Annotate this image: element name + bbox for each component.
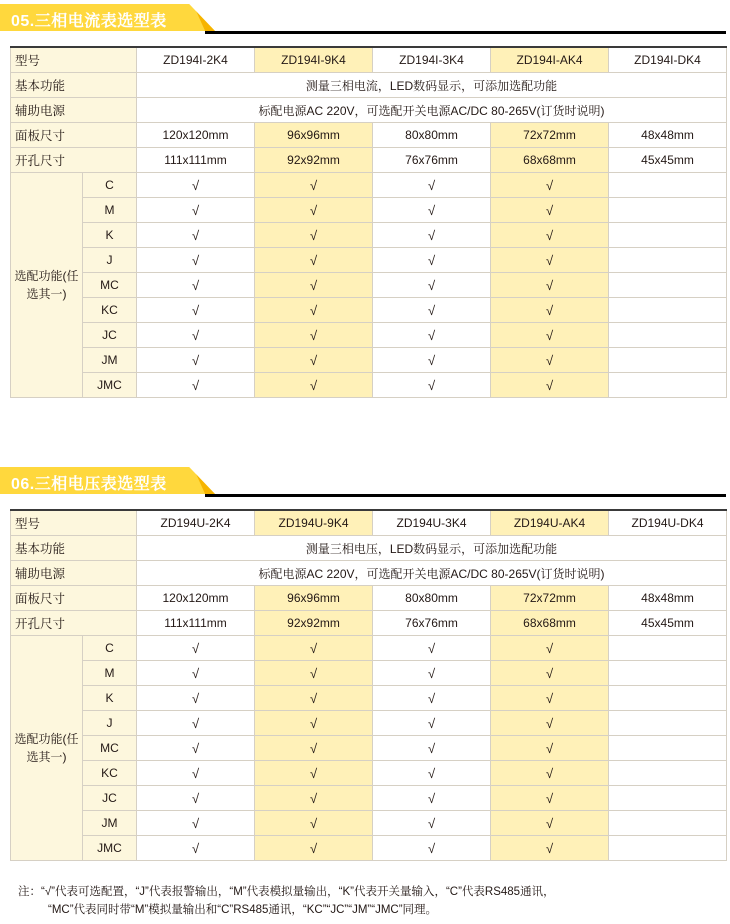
footnote-line-1: 注：“√”代表可选配置，“J”代表报警输出，“M”代表模拟量输出，“K”代表开关量输入，“C”代表RS485通讯，	[18, 886, 555, 898]
option-check-cell	[491, 298, 609, 323]
option-check-cell	[373, 248, 491, 273]
option-check-cell	[491, 636, 609, 661]
option-check-cell	[373, 198, 491, 223]
cutout-size-cell: 45x45mm	[609, 611, 727, 636]
check-mark-icon: √	[191, 815, 200, 831]
panel-size-cell: 120x120mm	[137, 123, 255, 148]
option-check-cell	[491, 736, 609, 761]
row-label-panel: 面板尺寸	[11, 123, 137, 148]
section-title: 06.三相电压表选型表	[11, 476, 167, 493]
footnote-line-2: “MC”代表同时带“M”模拟量输出和“C”RS485通讯，“KC”“JC”“JM”“JMC”同理。	[48, 904, 438, 916]
option-check-cell	[491, 248, 609, 273]
option-code: C	[83, 173, 137, 198]
option-check-cell	[137, 173, 255, 198]
option-check-cell	[255, 323, 373, 348]
check-mark-icon: √	[427, 790, 436, 806]
model-cell: ZD194I-2K4	[137, 47, 255, 73]
check-mark-icon: √	[191, 227, 200, 243]
option-check-cell	[609, 248, 727, 273]
option-code: M	[83, 661, 137, 686]
option-check-cell	[137, 836, 255, 861]
panel-size-cell: 80x80mm	[373, 123, 491, 148]
check-mark-icon: √	[427, 815, 436, 831]
option-check-cell	[373, 811, 491, 836]
row-label-options: 选配功能(任选其一)	[11, 636, 83, 861]
check-mark-icon: √	[191, 715, 200, 731]
option-check-cell	[137, 298, 255, 323]
option-check-cell	[137, 736, 255, 761]
row-label-panel: 面板尺寸	[11, 586, 137, 611]
check-mark-icon: √	[427, 690, 436, 706]
option-check-cell	[373, 173, 491, 198]
cutout-size-cell: 68x68mm	[491, 148, 609, 173]
option-code: JM	[83, 348, 137, 373]
row-cutout-size	[11, 148, 727, 173]
option-check-cell	[609, 298, 727, 323]
check-mark-icon: √	[191, 202, 200, 218]
check-mark-icon: √	[191, 740, 200, 756]
option-check-cell	[609, 348, 727, 373]
row-panel-size	[11, 586, 727, 611]
option-check-cell	[491, 786, 609, 811]
section-current-meter	[0, 0, 730, 393]
option-check-cell	[255, 736, 373, 761]
option-check-cell	[137, 686, 255, 711]
basic-function-cell: 测量三相电压，LED数码显示，可添加选配功能	[137, 536, 727, 561]
check-mark-icon: √	[427, 640, 436, 656]
row-label-power: 辅助电源	[11, 98, 137, 123]
option-check-cell	[609, 736, 727, 761]
option-code: K	[83, 686, 137, 711]
cutout-size-cell: 45x45mm	[609, 148, 727, 173]
option-check-cell	[373, 636, 491, 661]
check-mark-icon: √	[191, 690, 200, 706]
model-cell: ZD194U-AK4	[491, 510, 609, 536]
check-mark-icon: √	[545, 327, 554, 343]
option-check-cell	[373, 298, 491, 323]
check-mark-icon: √	[309, 790, 318, 806]
check-mark-icon: √	[191, 665, 200, 681]
option-check-cell	[609, 661, 727, 686]
row-option	[11, 786, 727, 811]
section-header	[0, 0, 730, 38]
check-mark-icon: √	[309, 202, 318, 218]
row-basic-function	[11, 73, 727, 98]
check-mark-icon: √	[309, 377, 318, 393]
option-code: JC	[83, 323, 137, 348]
check-mark-icon: √	[191, 765, 200, 781]
option-check-cell	[373, 223, 491, 248]
check-mark-icon: √	[545, 740, 554, 756]
row-label-model: 型号	[11, 510, 137, 536]
check-mark-icon: √	[191, 277, 200, 293]
check-mark-icon: √	[545, 227, 554, 243]
option-check-cell	[609, 811, 727, 836]
check-mark-icon: √	[427, 665, 436, 681]
check-mark-icon: √	[309, 302, 318, 318]
row-panel-size	[11, 123, 727, 148]
model-cell: ZD194I-DK4	[609, 47, 727, 73]
selection-table	[10, 509, 727, 861]
option-check-cell	[609, 711, 727, 736]
option-code: MC	[83, 273, 137, 298]
check-mark-icon: √	[427, 715, 436, 731]
option-check-cell	[609, 761, 727, 786]
row-label-cutout: 开孔尺寸	[11, 148, 137, 173]
check-mark-icon: √	[545, 277, 554, 293]
check-mark-icon: √	[191, 177, 200, 193]
selection-table	[10, 46, 727, 398]
check-mark-icon: √	[427, 177, 436, 193]
option-check-cell	[373, 273, 491, 298]
check-mark-icon: √	[545, 177, 554, 193]
option-code: K	[83, 223, 137, 248]
option-check-cell	[255, 761, 373, 786]
check-mark-icon: √	[545, 765, 554, 781]
option-check-cell	[491, 173, 609, 198]
option-check-cell	[137, 223, 255, 248]
option-check-cell	[491, 836, 609, 861]
option-check-cell	[255, 298, 373, 323]
panel-size-cell: 48x48mm	[609, 586, 727, 611]
cutout-size-cell: 111x111mm	[137, 611, 255, 636]
check-mark-icon: √	[427, 252, 436, 268]
option-check-cell	[255, 836, 373, 861]
option-check-cell	[373, 348, 491, 373]
model-cell: ZD194I-3K4	[373, 47, 491, 73]
check-mark-icon: √	[309, 227, 318, 243]
option-check-cell	[255, 811, 373, 836]
panel-size-cell: 72x72mm	[491, 586, 609, 611]
option-check-cell	[255, 373, 373, 398]
section-header	[0, 463, 730, 501]
option-check-cell	[255, 686, 373, 711]
check-mark-icon: √	[427, 740, 436, 756]
option-check-cell	[609, 273, 727, 298]
check-mark-icon: √	[309, 327, 318, 343]
row-option	[11, 711, 727, 736]
cutout-size-cell: 111x111mm	[137, 148, 255, 173]
footnote	[18, 883, 723, 919]
model-cell: ZD194U-3K4	[373, 510, 491, 536]
option-check-cell	[137, 323, 255, 348]
option-check-cell	[373, 661, 491, 686]
check-mark-icon: √	[309, 252, 318, 268]
check-mark-icon: √	[545, 715, 554, 731]
row-label-cutout: 开孔尺寸	[11, 611, 137, 636]
option-check-cell	[609, 786, 727, 811]
option-check-cell	[491, 348, 609, 373]
row-option	[11, 323, 727, 348]
row-label-basic: 基本功能	[11, 536, 137, 561]
model-cell: ZD194I-AK4	[491, 47, 609, 73]
option-check-cell	[137, 761, 255, 786]
option-check-cell	[373, 323, 491, 348]
model-cell: ZD194U-2K4	[137, 510, 255, 536]
row-label-model: 型号	[11, 47, 137, 73]
row-option	[11, 173, 727, 198]
row-option	[11, 348, 727, 373]
check-mark-icon: √	[545, 790, 554, 806]
option-check-cell	[491, 323, 609, 348]
option-check-cell	[373, 836, 491, 861]
check-mark-icon: √	[309, 277, 318, 293]
panel-size-cell: 80x80mm	[373, 586, 491, 611]
option-code: JC	[83, 786, 137, 811]
check-mark-icon: √	[427, 377, 436, 393]
option-check-cell	[373, 761, 491, 786]
check-mark-icon: √	[545, 202, 554, 218]
option-check-cell	[137, 661, 255, 686]
row-aux-power	[11, 98, 727, 123]
header-divider	[205, 31, 726, 34]
row-option	[11, 661, 727, 686]
option-check-cell	[609, 173, 727, 198]
aux-power-cell: 标配电源AC 220V，可选配开关电源AC/DC 80-265V(订货时说明)	[137, 98, 727, 123]
cutout-size-cell: 92x92mm	[255, 611, 373, 636]
option-check-cell	[137, 198, 255, 223]
option-check-cell	[137, 373, 255, 398]
check-mark-icon: √	[309, 177, 318, 193]
check-mark-icon: √	[191, 640, 200, 656]
check-mark-icon: √	[191, 790, 200, 806]
option-code: C	[83, 636, 137, 661]
model-cell: ZD194I-9K4	[255, 47, 373, 73]
check-mark-icon: √	[545, 252, 554, 268]
option-check-cell	[609, 836, 727, 861]
section-title: 05.三相电流表选型表	[11, 13, 167, 30]
check-mark-icon: √	[191, 252, 200, 268]
panel-size-cell: 96x96mm	[255, 123, 373, 148]
cutout-size-cell: 68x68mm	[491, 611, 609, 636]
aux-power-cell: 标配电源AC 220V，可选配开关电源AC/DC 80-265V(订货时说明)	[137, 561, 727, 586]
option-code: J	[83, 248, 137, 273]
option-check-cell	[491, 223, 609, 248]
row-label-options: 选配功能(任选其一)	[11, 173, 83, 398]
check-mark-icon: √	[427, 302, 436, 318]
option-check-cell	[137, 811, 255, 836]
option-code: JMC	[83, 373, 137, 398]
row-option	[11, 198, 727, 223]
option-check-cell	[255, 173, 373, 198]
option-check-cell	[137, 636, 255, 661]
check-mark-icon: √	[427, 840, 436, 856]
check-mark-icon: √	[309, 740, 318, 756]
option-check-cell	[373, 373, 491, 398]
row-option	[11, 836, 727, 861]
check-mark-icon: √	[427, 765, 436, 781]
option-check-cell	[255, 198, 373, 223]
row-model	[11, 47, 727, 73]
option-check-cell	[255, 223, 373, 248]
row-option	[11, 373, 727, 398]
row-label-basic: 基本功能	[11, 73, 137, 98]
check-mark-icon: √	[427, 327, 436, 343]
check-mark-icon: √	[309, 640, 318, 656]
option-check-cell	[373, 686, 491, 711]
option-check-cell	[491, 373, 609, 398]
option-check-cell	[491, 198, 609, 223]
row-option	[11, 811, 727, 836]
check-mark-icon: √	[545, 690, 554, 706]
option-check-cell	[609, 686, 727, 711]
option-check-cell	[609, 636, 727, 661]
option-check-cell	[137, 786, 255, 811]
option-code: KC	[83, 761, 137, 786]
option-check-cell	[137, 273, 255, 298]
option-check-cell	[255, 348, 373, 373]
check-mark-icon: √	[309, 765, 318, 781]
option-check-cell	[373, 711, 491, 736]
check-mark-icon: √	[545, 377, 554, 393]
option-check-cell	[137, 348, 255, 373]
check-mark-icon: √	[545, 352, 554, 368]
check-mark-icon: √	[191, 327, 200, 343]
option-check-cell	[609, 373, 727, 398]
option-check-cell	[491, 811, 609, 836]
check-mark-icon: √	[545, 840, 554, 856]
row-option	[11, 223, 727, 248]
check-mark-icon: √	[191, 840, 200, 856]
option-code: KC	[83, 298, 137, 323]
option-check-cell	[373, 736, 491, 761]
row-basic-function	[11, 536, 727, 561]
option-check-cell	[255, 636, 373, 661]
option-check-cell	[255, 786, 373, 811]
check-mark-icon: √	[545, 815, 554, 831]
row-option	[11, 273, 727, 298]
check-mark-icon: √	[309, 715, 318, 731]
check-mark-icon: √	[191, 377, 200, 393]
option-check-cell	[255, 248, 373, 273]
header-divider	[205, 494, 726, 497]
section-voltage-meter	[0, 463, 730, 856]
cutout-size-cell: 76x76mm	[373, 611, 491, 636]
row-aux-power	[11, 561, 727, 586]
check-mark-icon: √	[545, 302, 554, 318]
check-mark-icon: √	[309, 665, 318, 681]
cutout-size-cell: 92x92mm	[255, 148, 373, 173]
option-code: JMC	[83, 836, 137, 861]
model-cell: ZD194U-9K4	[255, 510, 373, 536]
option-check-cell	[609, 198, 727, 223]
check-mark-icon: √	[309, 840, 318, 856]
option-check-cell	[491, 686, 609, 711]
check-mark-icon: √	[427, 352, 436, 368]
check-mark-icon: √	[309, 815, 318, 831]
model-cell: ZD194U-DK4	[609, 510, 727, 536]
option-check-cell	[137, 248, 255, 273]
row-label-power: 辅助电源	[11, 561, 137, 586]
option-check-cell	[373, 786, 491, 811]
row-option	[11, 248, 727, 273]
check-mark-icon: √	[191, 302, 200, 318]
option-code: J	[83, 711, 137, 736]
check-mark-icon: √	[545, 665, 554, 681]
option-check-cell	[491, 273, 609, 298]
panel-size-cell: 48x48mm	[609, 123, 727, 148]
option-check-cell	[491, 711, 609, 736]
option-check-cell	[609, 223, 727, 248]
check-mark-icon: √	[427, 277, 436, 293]
check-mark-icon: √	[309, 352, 318, 368]
option-check-cell	[255, 711, 373, 736]
row-option	[11, 736, 727, 761]
table-body	[11, 47, 727, 398]
panel-size-cell: 72x72mm	[491, 123, 609, 148]
option-code: M	[83, 198, 137, 223]
row-model	[11, 510, 727, 536]
check-mark-icon: √	[427, 202, 436, 218]
check-mark-icon: √	[309, 690, 318, 706]
cutout-size-cell: 76x76mm	[373, 148, 491, 173]
table-body	[11, 510, 727, 861]
option-check-cell	[609, 323, 727, 348]
option-code: JM	[83, 811, 137, 836]
row-option	[11, 298, 727, 323]
option-check-cell	[255, 661, 373, 686]
panel-size-cell: 120x120mm	[137, 586, 255, 611]
option-check-cell	[255, 273, 373, 298]
option-check-cell	[491, 761, 609, 786]
row-option	[11, 636, 727, 661]
check-mark-icon: √	[427, 227, 436, 243]
panel-size-cell: 96x96mm	[255, 586, 373, 611]
basic-function-cell: 测量三相电流，LED数码显示，可添加选配功能	[137, 73, 727, 98]
check-mark-icon: √	[191, 352, 200, 368]
row-option	[11, 761, 727, 786]
option-code: MC	[83, 736, 137, 761]
row-cutout-size	[11, 611, 727, 636]
option-check-cell	[491, 661, 609, 686]
option-check-cell	[137, 711, 255, 736]
row-option	[11, 686, 727, 711]
check-mark-icon: √	[545, 640, 554, 656]
